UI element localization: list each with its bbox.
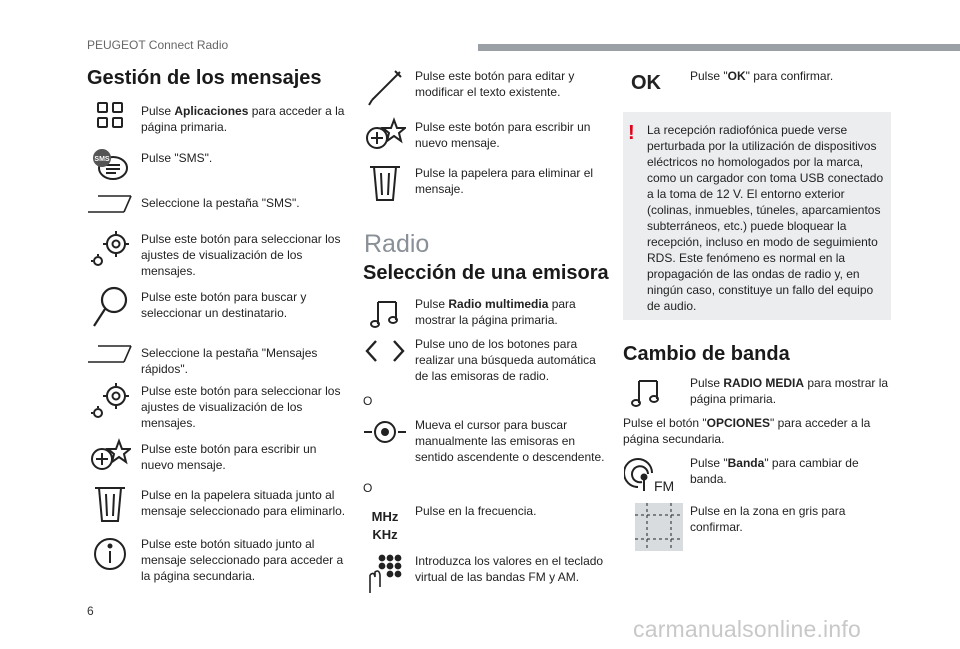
ok-icon <box>623 68 669 114</box>
instruction-edit <box>362 68 612 108</box>
grey-zone-icon <box>635 503 683 551</box>
instruction-text: Pulse este botón situado junto al mensaje seleccionado para acceder a la página secundaria. <box>141 537 344 583</box>
instruction-text: Pulse este botón para seleccionar los ajustes de visualización de los mensajes. <box>141 384 341 430</box>
chapter-title-radio: Radio <box>364 230 430 258</box>
options-instruction: Pulse el botón "OPCIONES" para acceder a la página secundaria. <box>623 416 871 446</box>
header-bar <box>478 44 960 51</box>
instruction-text: Pulse la papelera para eliminar el mensaje. <box>415 166 594 196</box>
section-heading-band: Cambio de banda <box>623 343 790 365</box>
instruction-search <box>87 286 349 334</box>
instruction-text: Pulse en la papelera situada junto al mensaje seleccionado para eliminarlo. <box>141 488 346 518</box>
instruction-info <box>87 535 349 585</box>
instruction-text: Seleccione la pestaña "SMS". <box>141 196 300 210</box>
running-header: PEUGEOT Connect Radio <box>87 38 229 52</box>
section-heading-station: Selección de una emisora <box>363 262 609 284</box>
radio-fm-icon <box>623 455 683 501</box>
instruction-grey-zone <box>623 503 893 553</box>
watermark: carmanualsonline.info <box>633 616 861 642</box>
instruction-delete-2 <box>362 163 612 203</box>
prev-next-chevrons-icon <box>362 336 408 382</box>
instruction-text: Pulse este botón para escribir un nuevo mensaje. <box>415 120 591 150</box>
tune-cursor-icon <box>362 417 408 463</box>
instruction-text: Pulse este botón para seleccionar los ajustes de visualización de los mensajes. <box>141 232 341 278</box>
or-label: O <box>363 481 373 495</box>
instruction-text: Pulse Aplicaciones para acceder a la página primaria. <box>141 104 345 134</box>
ok-label: OK <box>631 72 661 94</box>
warning-notice <box>623 112 891 320</box>
add-favorite-icon <box>362 117 408 163</box>
instruction-radio-media-2 <box>623 375 893 411</box>
page-number: 6 <box>87 604 94 618</box>
instruction-text: Pulse este botón para escribir un nuevo mensaje. <box>141 442 317 472</box>
instruction-new-message-2 <box>362 117 612 157</box>
instruction-apps <box>87 100 349 140</box>
instruction-text: Pulse este botón para buscar y seleccionar un destinatario. <box>141 290 307 320</box>
instruction-text: Pulse en la frecuencia. <box>415 504 537 518</box>
add-favorite-icon <box>87 438 133 484</box>
instruction-ok <box>623 68 893 104</box>
instruction-tab-sms <box>87 194 349 218</box>
instruction-text: Pulse este botón para editar y modificar el texto existente. <box>415 69 575 99</box>
instruction-text: Pulse "OK" para confirmar. <box>690 69 834 83</box>
khz-label: KHz <box>372 527 398 542</box>
warning-text: La recepción radiofónica puede verse perturbada por la utilización de dispositivos eléctricos no homologados por la marca, como un cargador con toma USB conectado a la toma de 12 V. El entorno exterior (colinas, inmuebles, túneles, aparcamientos subterráneos, etc.) puede bloquear la recepción, incluso en modo de seguimiento RDS. Este fenómeno es normal en la propagación de las ondas de radio y, en ningún caso, constituye un fallo del equipo de audio. <box>647 123 884 313</box>
keypad-icon <box>362 553 408 599</box>
instruction-frequency <box>362 503 612 543</box>
warning-mark: ! <box>628 122 635 144</box>
fm-label: FM <box>654 478 675 494</box>
instruction-settings-2 <box>87 380 349 432</box>
instruction-auto-search <box>362 336 612 386</box>
instruction-text: Pulse "SMS". <box>141 151 213 165</box>
instruction-text: Pulse "Banda" para cambiar de banda. <box>690 456 859 486</box>
instruction-settings <box>87 228 349 280</box>
instruction-band <box>623 455 893 495</box>
instruction-delete <box>87 484 349 532</box>
apps-grid-icon <box>87 100 133 146</box>
settings-gear-icon <box>87 380 133 426</box>
trash-icon <box>362 163 408 209</box>
edit-pencil-icon <box>362 68 408 114</box>
section-heading-messages: Gestión de los mensajes <box>87 67 322 89</box>
instruction-manual-search <box>362 417 612 467</box>
instruction-radio-media <box>362 296 612 336</box>
instruction-tab-quick <box>87 344 349 378</box>
instruction-text: Introduzca los valores en el teclado virtual de las bandas FM y AM. <box>415 554 604 584</box>
instruction-text: Pulse en la zona en gris para confirmar. <box>690 504 846 534</box>
search-magnifier-icon <box>87 286 133 332</box>
instruction-new-message <box>87 438 349 476</box>
instruction-sms <box>87 146 349 186</box>
mhz-khz-icon <box>362 503 408 549</box>
svg-text:SMS: SMS <box>94 156 110 163</box>
instruction-text: Pulse Radio multimedia para mostrar la página primaria. <box>415 297 576 327</box>
mhz-label: MHz <box>371 509 399 524</box>
instruction-text: Pulse uno de los botones para realizar una búsqueda automática de las emisoras de radio. <box>415 337 596 383</box>
or-label: O <box>363 394 373 408</box>
settings-gear-icon <box>87 228 133 274</box>
instruction-keypad <box>362 553 612 601</box>
instruction-text: Mueva el cursor para buscar manualmente las emisoras en sentido ascendente o descendente. <box>415 418 605 464</box>
trash-icon <box>87 484 133 530</box>
instruction-text: Pulse RADIO MEDIA para mostrar la página primaria. <box>690 376 889 406</box>
instruction-text: Seleccione la pestaña "Mensajes rápidos". <box>141 346 318 376</box>
sms-bubble-icon <box>87 146 133 192</box>
info-icon <box>87 535 133 581</box>
